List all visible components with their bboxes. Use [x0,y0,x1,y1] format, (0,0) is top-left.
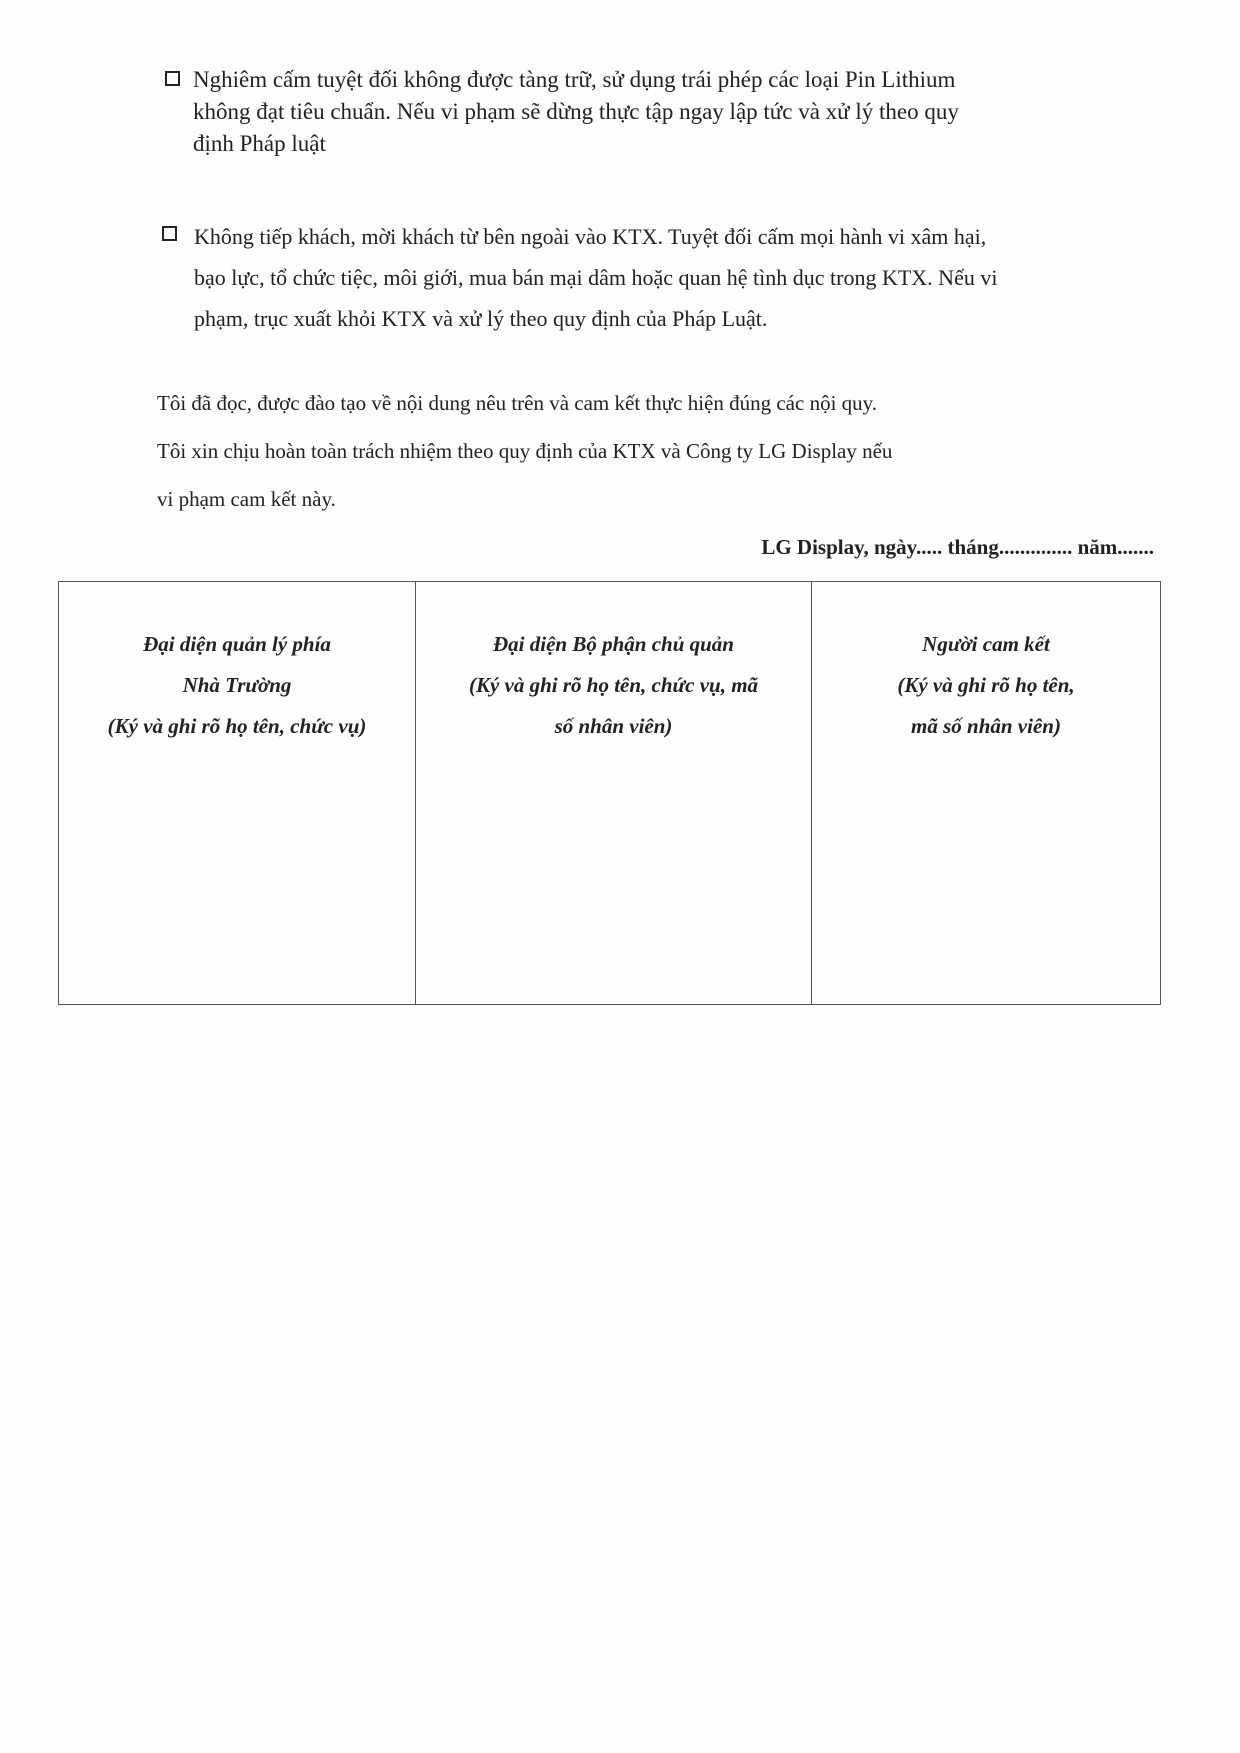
rule-item-lithium [165,64,1065,160]
rule-line: định Pháp luật [193,131,326,156]
rule-item-guests [162,221,1102,344]
rule-text [162,221,1102,344]
rule-line: Không tiếp khách, mời khách từ bên ngoài vào KTX. Tuyệt đối cấm mọi hành vi xâm hại, [194,224,987,249]
commitment-line: Tôi đã đọc, được đào tạo về nội dung nêu trên và cam kết thực hiện đúng các nội quy. [157,391,878,415]
signature-line: số nhân viên) [554,714,673,738]
checkbox-icon [165,71,180,86]
signature-line: Đại diện quản lý phía [143,632,331,656]
date-line: LG Display, ngày..... tháng.............. năm....... [761,535,1154,559]
rule-line: bạo lực, tổ chức tiệc, môi giới, mua bán mại dâm hoặc quan hệ tình dục trong KTX. Nếu vi [194,265,998,290]
rule-text [165,64,1065,160]
checkbox-icon [162,226,177,241]
commitment-line: vi phạm cam kết này. [157,487,336,511]
commitment-line: Tôi xin chịu hoàn toàn trách nhiệm theo quy định của KTX và Công ty LG Display nếu [157,439,893,463]
signature-cell-department [415,582,811,1004]
signature-line: Nhà Trường [182,673,292,697]
signature-line: (Ký và ghi rõ họ tên, chức vụ) [107,714,367,738]
rule-line: Nghiêm cấm tuyệt đối không được tàng trữ, sử dụng trái phép các loại Pin Lithium [193,67,956,92]
rule-line: phạm, trục xuất khỏi KTX và xử lý theo quy định của Pháp Luật. [194,306,768,331]
signature-cell-school [59,582,415,1004]
signature-line: mã số nhân viên) [911,714,1061,738]
signature-line: (Ký và ghi rõ họ tên, chức vụ, mã [468,673,759,697]
rule-line: không đạt tiêu chuẩn. Nếu vi phạm sẽ dừng thực tập ngay lập tức và xử lý theo quy [193,99,959,124]
signature-cell-signer [811,582,1160,1004]
signature-line: Đại diện Bộ phận chủ quản [493,632,734,656]
signature-table [58,581,1161,1005]
signature-line: Người cam kết [922,632,1050,656]
signature-line: (Ký và ghi rõ họ tên, [897,673,1075,697]
